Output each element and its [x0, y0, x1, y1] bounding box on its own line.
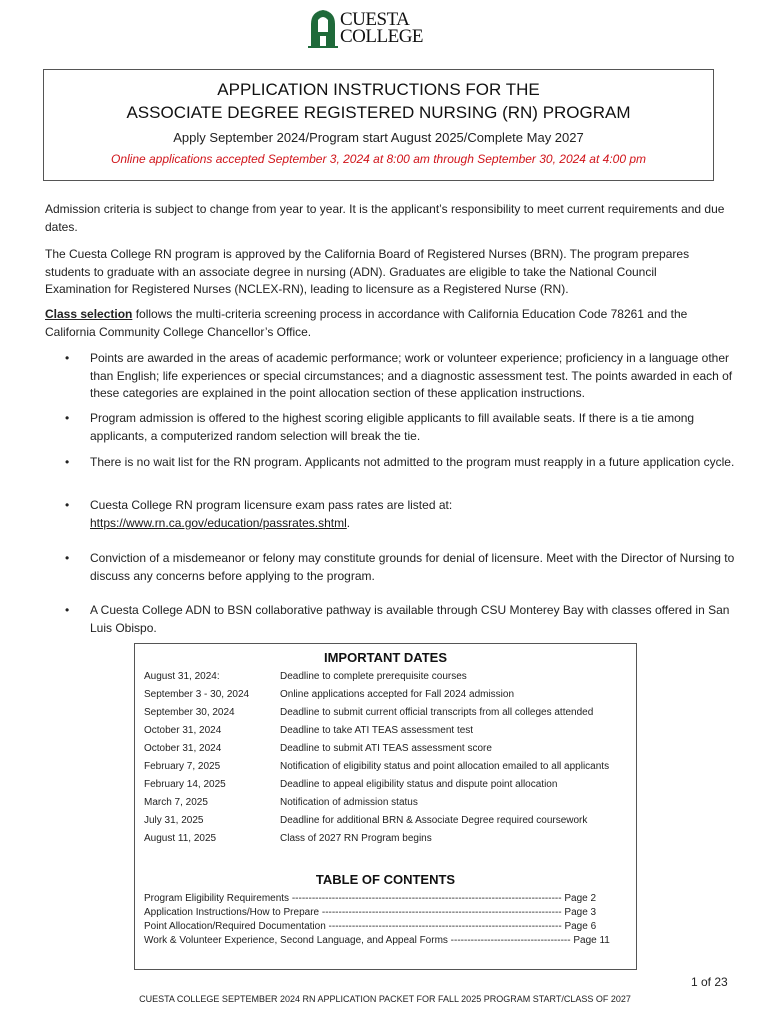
toc-heading: TABLE OF CONTENTS: [315, 872, 456, 887]
list-item-text: A Cuesta College ADN to BSN collaborative pathway is available through CSU Monterey Bay with classes offered in San Luis Obispo.: [90, 603, 730, 635]
list-item: [65, 410, 735, 445]
toc-entry[interactable]: Work & Volunteer Experience, Second Language, and Appeal Forms ------------------------------------ Page 11: [144, 935, 610, 946]
logo-text-line1: CUESTA: [340, 9, 410, 30]
important-dates-box: IMPORTANT DATES August 31, 2024: Deadline to complete prerequisite courses September 3 - 30, 2024 Online applications accepted for Fall 2024 admission September 30, 2024 Deadline to submit current official transcripts from all colleges attended October 31, 2024 Deadline to take ATI TEAS assessment test October 31, 2024 Deadline to submit ATI TEAS assessment score February 7, 2025 Notification of eligibility status and point allocation emailed to all applicants February 14, 2025 Deadline to appeal eligibility status and dispute point allocation March 7, 2025 Notification of admission status July 31, 2025 Deadline for additional BRN & Associate Degree required coursework August 11, 2025 Class of 2027 RN Program begins TABLE OF CONTENTS Program Eligibility Requirements --------------------------------------------------------------------------------- Page 2 Application Instructions/How to Prepare ------------------------------------------------------------------------ Page 3 Point Allocation/Required Documentation ---------------------------------------------------------------------- Page 6 Work & Volunteer Experience, Second Language, and Appeal Forms ------------------------------------ Page 11: [134, 643, 637, 970]
program-approval-paragraph: The Cuesta College RN program is approved by the California Board of Registered Nurses (BRN). The program prepares students to graduate with an associate degree in nursing (ADN). Graduates are eligible to take the National Council Examination for Registered Nurses (NCLEX-RN), leading to licensure as a Registered Nurse (RN).: [45, 247, 690, 296]
list-item-text: Program admission is offered to the highest scoring eligible applicants to fill available seats. If there is a tie among applicants, a computerized random selection will break the tie.: [90, 411, 695, 443]
pass-rates-link[interactable]: https://www.rn.ca.gov/education/passrates.shtml: [90, 515, 347, 530]
list-item-text: Points are awarded in the areas of academic performance; work or volunteer experience; proficiency in a language other than English; life experiences or special circumstances; and a diagnostic assessment test. The points awarded in each of these categories are explained in the point allocation section of these application instructions.: [90, 351, 733, 400]
class-selection-text: follows the multi-criteria screening process in accordance with California Education Code 78261 and the California Community College Chancellor’s Office.: [45, 307, 688, 339]
page-footer: CUESTA COLLEGE SEPTEMBER 2024 RN APPLICATION PACKET FOR FALL 2025 PROGRAM START/CLASS OF 2027: [139, 994, 631, 1004]
important-dates-heading: IMPORTANT DATES: [323, 650, 447, 665]
program-schedule: Apply September 2024/Program start August 2025/Complete May 2027: [173, 130, 584, 145]
bullet-icon: •: [65, 551, 70, 565]
list-item-text: Cuesta College RN program licensure exam pass rates are listed at:: [90, 498, 453, 512]
admission-criteria-paragraph: Admission criteria is subject to change from year to year. It is the applicant’s responsibility to meet current requirements and due dates.: [45, 202, 725, 234]
list-item: [65, 602, 735, 637]
class-selection-paragraph: [45, 306, 725, 341]
college-logo: [308, 8, 424, 48]
toc-entry[interactable]: Point Allocation/Required Documentation ---------------------------------------------------------------------- Page 6: [144, 921, 597, 932]
page-title-line1: APPLICATION INSTRUCTIONS FOR THE: [217, 80, 540, 99]
list-item-text: There is no wait list for the RN program. Applicants not admitted to the program must reapply in a future application cycle.: [90, 455, 735, 469]
bullet-icon: •: [65, 498, 70, 512]
logo-text-line2: COLLEGE: [340, 26, 424, 47]
list-item: • Cuesta College RN program licensure exam pass rates are listed at: https://www.rn.ca.gov/education/passrates.shtml.: [65, 498, 453, 530]
class-selection-label: Class selection: [45, 307, 133, 321]
toc-entry[interactable]: Program Eligibility Requirements --------------------------------------------------------------------------------- Page 2: [144, 893, 597, 904]
bullet-icon: •: [65, 455, 70, 469]
page-number: 1 of 23: [691, 975, 728, 989]
bullet-icon: •: [65, 603, 70, 617]
page-title-line2: ASSOCIATE DEGREE REGISTERED NURSING (RN) PROGRAM: [126, 103, 631, 122]
list-item-text: Conviction of a misdemeanor or felony may constitute grounds for denial of licensure. Meet with the Director of Nursing to discuss any concerns before applying to the program.: [90, 551, 735, 583]
mission-tower-icon: [308, 8, 338, 48]
title-box: [43, 69, 714, 181]
toc-entry[interactable]: Application Instructions/How to Prepare ------------------------------------------------------------------------ Page 3: [144, 907, 597, 918]
online-application-notice: Online applications accepted September 3, 2024 at 8:00 am through September 30, 2024 at 4:00 pm: [110, 152, 647, 166]
bullet-icon: •: [65, 351, 70, 365]
list-item: [65, 350, 735, 403]
list-item: [65, 550, 735, 585]
bullet-icon: •: [65, 411, 70, 425]
list-item: [65, 454, 735, 472]
